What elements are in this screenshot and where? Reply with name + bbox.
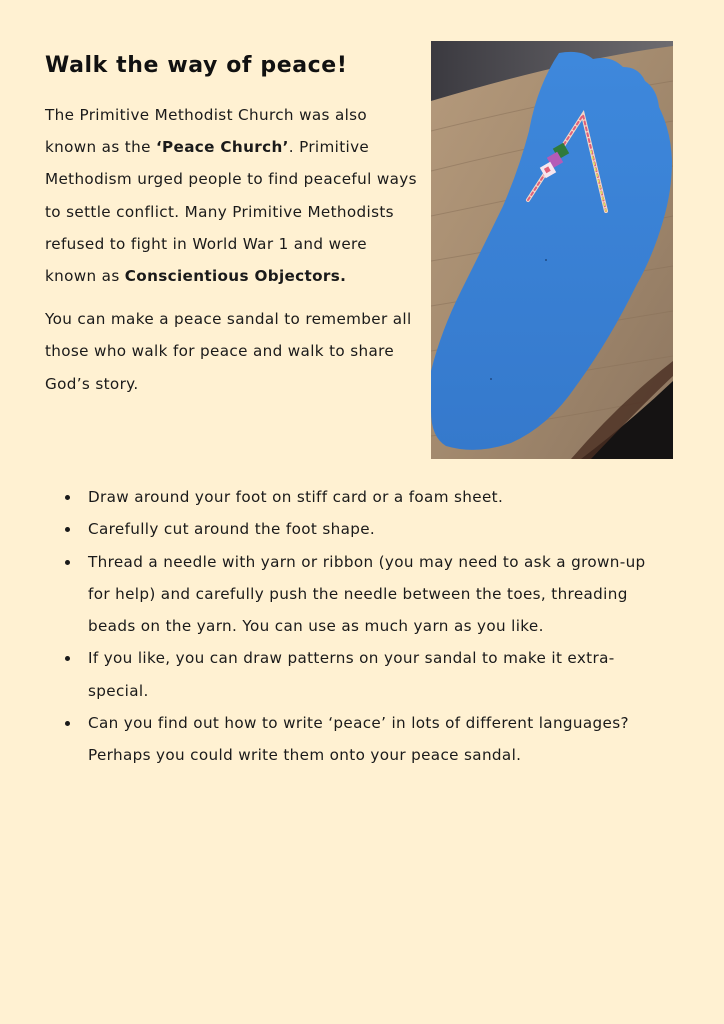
sandal-photo-illustration [431,41,673,459]
bullet-icon [65,495,70,500]
intro-paragraph-2: You can make a peace sandal to remember all those who walk for peace and walk to share God’s story. [45,310,412,393]
instruction-text: If you like, you can draw patterns on your sandal to make it extra-special. [88,649,615,700]
instruction-step [64,546,664,643]
instruction-text: Thread a needle with yarn or ribbon (you may need to ask a grown-up for help) and carefully push the needle between the toes, threading beads on the yarn. You can use as much yarn as you like. [88,552,646,636]
intro-paragraph-1 [45,99,420,292]
peace-church-term: ‘Peace Church’ [155,138,289,157]
instruction-text: Draw around your foot on stiff card or a foam sheet. [88,488,504,506]
intro-text [45,99,420,411]
page-title: Walk the way of peace! [45,53,348,78]
intro-text-part-1: The Primitive Methodist Church was also known as the [45,106,368,157]
instruction-step [64,707,664,772]
intro-text-part-2: . Primitive Methodism urged people to find peaceful ways to settle conflict. Many Primitive Methodists refused to fight in World War 1 and were known as [45,138,417,286]
instruction-step [64,642,664,707]
instruction-text: Can you find out how to write ‘peace’ in lots of different languages? Perhaps you could write them onto your peace sandal. [88,714,629,765]
peace-sandal-photo [431,41,673,459]
instructions-list [64,481,664,772]
bullet-icon [65,656,70,661]
bullet-icon [65,721,70,726]
instruction-text: Carefully cut around the foot shape. [88,520,376,539]
bullet-icon [65,560,70,565]
instruction-step [64,481,664,513]
bullet-icon [65,527,70,532]
conscientious-objectors-term: Conscientious Objectors. [124,267,347,286]
instruction-step [64,513,664,545]
